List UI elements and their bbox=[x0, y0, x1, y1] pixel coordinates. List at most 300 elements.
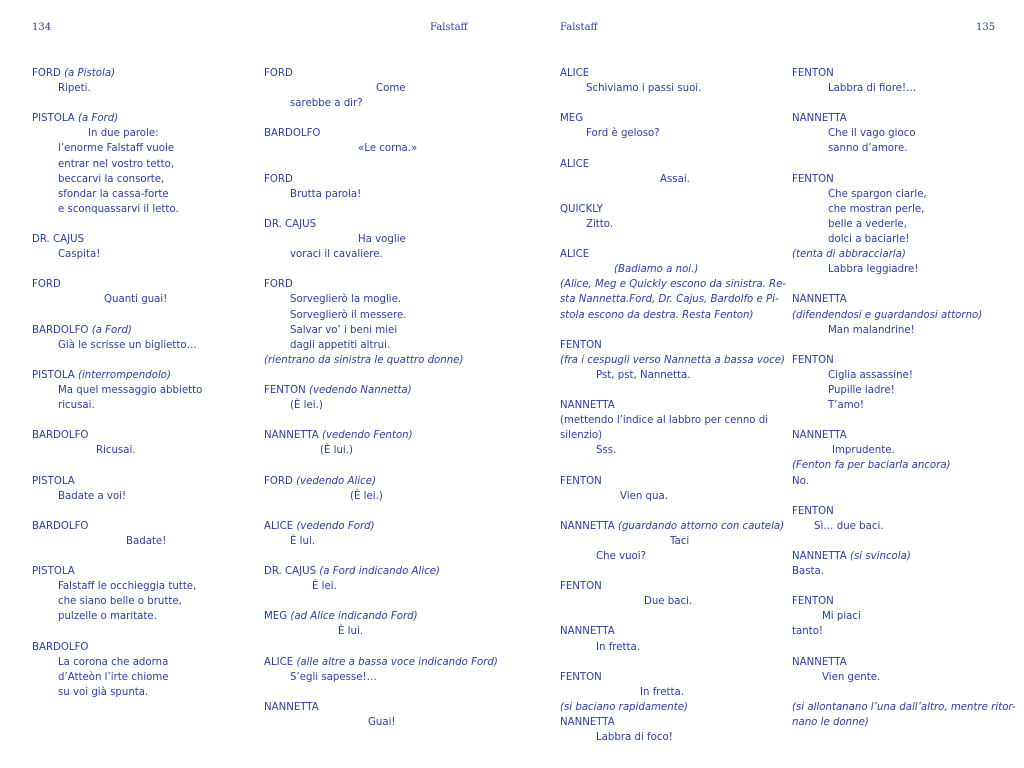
script-line bbox=[560, 81, 775, 96]
script-line bbox=[264, 308, 504, 323]
script-line bbox=[264, 338, 504, 353]
dialogue-text: Caspita! bbox=[58, 249, 101, 261]
script-line bbox=[32, 609, 272, 624]
speaker-name: BARDOLFO bbox=[32, 324, 89, 336]
script-line bbox=[560, 474, 775, 489]
line-gap bbox=[560, 609, 775, 624]
speaker-name: FORD bbox=[264, 279, 293, 291]
script-line bbox=[792, 715, 1007, 730]
script-line bbox=[32, 338, 272, 353]
page-number-right: 135 bbox=[976, 22, 996, 33]
dialogue-text: che siano belle o brutte, bbox=[58, 596, 182, 608]
script-line bbox=[560, 262, 775, 277]
speaker-name: NANNETTA bbox=[560, 520, 615, 532]
speaker-name: FORD bbox=[264, 475, 293, 487]
dialogue-text: In fretta. bbox=[640, 686, 684, 698]
script-line bbox=[792, 308, 1007, 323]
speaker-name: FENTON bbox=[792, 173, 834, 185]
script-line bbox=[560, 519, 785, 534]
dialogue-text: Zitto. bbox=[586, 218, 614, 230]
script-line bbox=[32, 247, 272, 262]
speaker-name: FENTON bbox=[792, 596, 834, 608]
dialogue-text: Già le scrisse un biglietto… bbox=[58, 339, 197, 351]
script-line bbox=[32, 428, 272, 443]
script-line bbox=[264, 655, 504, 670]
script-line bbox=[792, 428, 1007, 443]
stage-direction: (vedendo Nannetta) bbox=[309, 384, 412, 396]
script-line bbox=[792, 217, 1007, 232]
script-line bbox=[264, 428, 504, 443]
script-line bbox=[560, 111, 775, 126]
dialogue-text: (È lei.) bbox=[350, 490, 383, 502]
script-line bbox=[792, 323, 1007, 338]
speaker-name: FORD bbox=[32, 68, 61, 79]
dialogue-text: La corona che adorna bbox=[58, 656, 169, 668]
line-gap bbox=[560, 504, 775, 519]
script-line bbox=[32, 202, 272, 217]
line-gap bbox=[792, 640, 1007, 655]
dialogue-text: Labbra di foco! bbox=[596, 732, 673, 744]
script-line bbox=[792, 474, 1007, 489]
line-gap bbox=[560, 323, 775, 338]
speaker-name: PISTOLA bbox=[32, 113, 75, 125]
speaker-name: PISTOLA bbox=[32, 475, 75, 487]
script-line bbox=[560, 413, 775, 428]
dialogue-text: Basta. bbox=[792, 566, 825, 578]
dialogue-text: Assai. bbox=[660, 173, 690, 185]
script-line bbox=[32, 66, 272, 81]
script-line bbox=[32, 519, 272, 534]
script-line bbox=[792, 81, 1007, 96]
dialogue-text: Salvar vo’ i beni miei bbox=[290, 324, 398, 336]
line-gap bbox=[264, 685, 504, 700]
dialogue-text: sarebbe a dir? bbox=[290, 98, 363, 110]
line-gap bbox=[264, 368, 504, 383]
script-line bbox=[32, 81, 272, 96]
script-line bbox=[792, 66, 1007, 81]
script-line bbox=[792, 247, 1007, 262]
script-line bbox=[792, 700, 1016, 715]
line-gap bbox=[264, 202, 504, 217]
line-gap bbox=[792, 413, 1007, 428]
dialogue-text: ricusai. bbox=[58, 400, 95, 412]
speaker-name: FORD bbox=[32, 279, 61, 291]
speaker-name: FENTON bbox=[560, 339, 602, 351]
stage-direction: (guardando attorno con cautela) bbox=[617, 520, 785, 532]
script-line bbox=[264, 624, 504, 639]
script-line bbox=[792, 172, 1007, 187]
speaker-name: NANNETTA bbox=[264, 701, 319, 713]
dialogue-text: pulzelle o maritate. bbox=[58, 611, 157, 623]
script-line bbox=[560, 443, 775, 458]
dialogue-text: Falstaff le occhieggia tutte, bbox=[58, 581, 197, 593]
line-gap bbox=[560, 187, 775, 202]
dialogue-text: Man malandrine! bbox=[828, 324, 915, 336]
script-line bbox=[792, 126, 1007, 141]
script-line bbox=[264, 81, 504, 96]
line-gap bbox=[32, 96, 272, 111]
script-line bbox=[32, 111, 272, 126]
dialogue-text: Ripeti. bbox=[58, 83, 91, 95]
dialogue-text: S’egli sapesse!… bbox=[290, 671, 377, 683]
script-line bbox=[792, 504, 1007, 519]
dialogue-text: Labbra leggiadre! bbox=[828, 264, 919, 276]
speaker-name: ALICE bbox=[560, 249, 590, 261]
dialogue-text: È lui. bbox=[290, 535, 316, 547]
dialogue-text: l’enorme Falstaff vuole bbox=[58, 143, 175, 155]
script-line bbox=[560, 217, 775, 232]
line-gap bbox=[264, 504, 504, 519]
line-gap bbox=[32, 413, 272, 428]
script-line bbox=[560, 353, 785, 368]
script-line bbox=[560, 292, 779, 307]
script-line bbox=[32, 443, 272, 458]
line-gap bbox=[560, 383, 775, 398]
script-line bbox=[32, 292, 272, 307]
stage-direction: (a Ford indicando Alice) bbox=[319, 566, 441, 578]
dialogue-text: Schiviamo i passi suoi. bbox=[586, 83, 702, 95]
line-gap bbox=[32, 624, 272, 639]
speaker-name: ALICE bbox=[264, 656, 294, 668]
running-title-right: Falstaff bbox=[560, 22, 598, 33]
stage-direction: stola escono da destra. Resta Fenton) bbox=[560, 309, 754, 321]
script-line bbox=[560, 66, 775, 81]
script-line bbox=[264, 579, 504, 594]
script-line bbox=[264, 715, 504, 730]
stage-direction: (vedendo Fenton) bbox=[321, 430, 413, 442]
script-line bbox=[32, 187, 272, 202]
script-line bbox=[792, 202, 1007, 217]
script-line bbox=[560, 670, 775, 685]
dialogue-text: dolci a baciarle! bbox=[828, 234, 910, 246]
line-gap bbox=[792, 685, 1007, 700]
script-line bbox=[264, 670, 504, 685]
script-line bbox=[32, 685, 272, 700]
script-line bbox=[264, 534, 504, 549]
line-gap bbox=[264, 640, 504, 655]
speaker-name: NANNETTA bbox=[792, 113, 847, 125]
script-line bbox=[32, 489, 272, 504]
dialogue-text: sfondar la cassa-forte bbox=[58, 188, 169, 200]
stage-direction: (Alice, Meg e Quickly escono da sinistra. Re- bbox=[560, 279, 787, 291]
dialogue-text: beccarvi la consorte, bbox=[58, 173, 165, 185]
stage-direction: (a Ford) bbox=[91, 324, 132, 336]
line-gap bbox=[264, 262, 504, 277]
dialogue-text: Che spargon ciarle, bbox=[828, 188, 927, 200]
script-line bbox=[264, 398, 504, 413]
script-line bbox=[264, 353, 504, 368]
script-line bbox=[792, 564, 1007, 579]
speaker-name: ALICE bbox=[560, 68, 590, 79]
dialogue-text: Badate! bbox=[126, 535, 167, 547]
dialogue-text: e sconquassarvi il letto. bbox=[58, 203, 179, 215]
dialogue-text: Due baci. bbox=[644, 596, 693, 608]
line-gap bbox=[32, 504, 272, 519]
dialogue-text: d’Atteòn l’irte chiome bbox=[58, 671, 169, 683]
dialogue-text: silenzio) bbox=[560, 430, 603, 442]
speaker-name: FORD bbox=[264, 173, 293, 185]
stage-direction: (fra i cespugli verso Nannetta a bassa voce) bbox=[560, 354, 785, 366]
dialogue-text: In fretta. bbox=[596, 641, 640, 653]
stage-direction: (ad Alice indicando Ford) bbox=[290, 611, 418, 623]
stage-direction: (Fenton fa per baciarla ancora) bbox=[792, 460, 951, 472]
script-line bbox=[32, 534, 272, 549]
dialogue-text: sanno d’amore. bbox=[828, 143, 908, 155]
speaker-name: FENTON bbox=[792, 354, 834, 366]
speaker-name: BARDOLFO bbox=[264, 128, 321, 140]
line-gap bbox=[32, 549, 272, 564]
script-line bbox=[264, 277, 504, 292]
script-line bbox=[32, 323, 272, 338]
dialogue-text: su voi già spunta. bbox=[58, 686, 149, 698]
script-line bbox=[792, 398, 1007, 413]
line-gap bbox=[560, 458, 775, 473]
stage-direction: (si svincola) bbox=[849, 551, 911, 562]
speaker-name: NANNETTA bbox=[792, 294, 847, 306]
script-line bbox=[264, 474, 504, 489]
script-line bbox=[792, 232, 1007, 247]
dialogue-text: Sss. bbox=[596, 445, 617, 457]
script-line bbox=[32, 277, 272, 292]
dialogue-text: Pst, pst, Nannetta. bbox=[596, 369, 691, 381]
line-gap bbox=[264, 549, 504, 564]
dialogue-text: Brutta parola! bbox=[290, 188, 362, 200]
speaker-name: DR. CAJUS bbox=[32, 234, 85, 246]
dialogue-text: Sorveglierò il messere. bbox=[290, 309, 407, 321]
left-page-column-2 bbox=[264, 66, 504, 730]
script-line bbox=[264, 489, 504, 504]
line-gap bbox=[560, 564, 775, 579]
speaker-name: FENTON bbox=[560, 581, 602, 593]
line-gap bbox=[792, 579, 1007, 594]
dialogue-text: (mettendo l’indice al labbro per cenno di bbox=[560, 415, 769, 427]
dialogue-text: Imprudente. bbox=[832, 445, 895, 457]
script-line bbox=[264, 187, 504, 202]
speaker-name: ALICE bbox=[264, 520, 294, 532]
speaker-name: FENTON bbox=[560, 671, 602, 683]
line-gap bbox=[32, 308, 272, 323]
speaker-name: MEG bbox=[560, 113, 584, 125]
script-line bbox=[560, 202, 775, 217]
script-line bbox=[560, 489, 775, 504]
dialogue-text: Come bbox=[376, 83, 406, 95]
script-line bbox=[32, 594, 272, 609]
script-line bbox=[792, 111, 1007, 126]
dialogue-text: Che vuoi? bbox=[596, 551, 647, 562]
dialogue-text: Ford è geloso? bbox=[586, 128, 660, 140]
line-gap bbox=[792, 338, 1007, 353]
right-page-column-1 bbox=[560, 66, 787, 745]
script-line bbox=[264, 323, 504, 338]
script-line bbox=[792, 383, 1007, 398]
line-gap bbox=[264, 594, 504, 609]
script-line bbox=[560, 368, 775, 383]
script-line bbox=[264, 126, 504, 141]
speaker-name: NANNETTA bbox=[792, 656, 847, 668]
dialogue-text: Ma quel messaggio abbietto bbox=[58, 384, 203, 396]
script-line bbox=[792, 187, 1007, 202]
speaker-name: NANNETTA bbox=[264, 430, 319, 442]
script-line bbox=[792, 353, 1007, 368]
line-gap bbox=[264, 111, 504, 126]
running-title-left: Falstaff bbox=[430, 22, 468, 33]
line-gap bbox=[264, 458, 504, 473]
stage-direction: (a Ford) bbox=[78, 113, 119, 125]
script-line bbox=[560, 534, 775, 549]
script-line bbox=[560, 700, 775, 715]
dialogue-text: Labbra di fiore!… bbox=[828, 83, 917, 95]
script-line bbox=[792, 262, 1007, 277]
script-line bbox=[32, 172, 272, 187]
script-line bbox=[560, 247, 775, 262]
stage-direction: (alle altre a bassa voce indicando Ford) bbox=[296, 656, 498, 668]
script-line bbox=[792, 670, 1007, 685]
script-line bbox=[560, 398, 775, 413]
script-line bbox=[560, 685, 775, 700]
speaker-name: NANNETTA bbox=[560, 717, 615, 729]
dialogue-text: No. bbox=[792, 475, 809, 487]
dialogue-text: «Le corna.» bbox=[358, 143, 418, 155]
script-line bbox=[560, 730, 775, 745]
speaker-name: BARDOLFO bbox=[32, 641, 89, 653]
script-line bbox=[792, 443, 1007, 458]
dialogue-text: belle a vederle, bbox=[828, 218, 907, 230]
script-line bbox=[264, 217, 504, 232]
speaker-name: NANNETTA bbox=[792, 551, 847, 562]
dialogue-text: È lei. bbox=[312, 581, 337, 593]
script-line bbox=[32, 157, 272, 172]
line-gap bbox=[560, 96, 775, 111]
script-line bbox=[560, 157, 775, 172]
speaker-name: ALICE bbox=[560, 158, 590, 170]
script-line bbox=[560, 579, 775, 594]
script-line bbox=[32, 640, 272, 655]
line-gap bbox=[560, 232, 775, 247]
speaker-name: QUICKLY bbox=[560, 203, 603, 215]
speaker-name: NANNETTA bbox=[560, 400, 615, 412]
dialogue-text: Ricusai. bbox=[96, 445, 136, 457]
speaker-name: FENTON bbox=[792, 505, 834, 517]
line-gap bbox=[792, 96, 1007, 111]
stage-direction: sta Nannetta.Ford, Dr. Cajus, Bardolfo e Pi- bbox=[560, 294, 779, 306]
speaker-name: DR. CAJUS bbox=[264, 218, 317, 230]
script-line bbox=[264, 66, 504, 81]
page-number-left: 134 bbox=[32, 22, 52, 33]
script-line bbox=[560, 428, 775, 443]
line-gap bbox=[32, 262, 272, 277]
line-gap bbox=[792, 534, 1007, 549]
dialogue-text: dagli appetiti altrui. bbox=[290, 339, 391, 351]
script-line bbox=[560, 624, 775, 639]
script-line bbox=[264, 443, 504, 458]
script-line bbox=[560, 308, 775, 323]
dialogue-text: Vien gente. bbox=[822, 671, 881, 683]
dialogue-text: Ciglia assassine! bbox=[828, 369, 913, 381]
dialogue-text: Mi piaci bbox=[822, 611, 861, 623]
stage-direction: nano le donne) bbox=[792, 717, 869, 729]
dialogue-text: Sorveglierò la moglie. bbox=[290, 294, 402, 306]
line-gap bbox=[792, 277, 1007, 292]
dialogue-text: (È lui.) bbox=[320, 445, 353, 457]
script-line bbox=[264, 172, 504, 187]
script-line bbox=[32, 383, 272, 398]
dialogue-text: voraci il cavaliere. bbox=[290, 249, 383, 261]
line-gap bbox=[264, 413, 504, 428]
dialogue-text: Che il vago gioco bbox=[828, 128, 916, 140]
script-line bbox=[792, 292, 1007, 307]
script-line bbox=[32, 141, 272, 156]
stage-direction: (tenta di abbracciarla) bbox=[792, 249, 906, 261]
speaker-name: NANNETTA bbox=[560, 626, 615, 638]
line-gap bbox=[560, 141, 775, 156]
dialogue-text: Taci bbox=[670, 535, 690, 547]
speaker-name: PISTOLA bbox=[32, 369, 75, 381]
right-page-column-2 bbox=[792, 66, 1016, 730]
dialogue-text: Pupille ladre! bbox=[828, 384, 895, 396]
dialogue-text: entrar nel vostro tetto, bbox=[58, 158, 175, 170]
speaker-name: PISTOLA bbox=[32, 566, 75, 578]
script-line bbox=[792, 609, 1007, 624]
script-line bbox=[32, 474, 272, 489]
speaker-name: BARDOLFO bbox=[32, 430, 89, 442]
speaker-name: MEG bbox=[264, 611, 288, 623]
speaker-name: DR. CAJUS bbox=[264, 566, 317, 578]
line-gap bbox=[32, 458, 272, 473]
script-line bbox=[792, 624, 1007, 639]
script-line bbox=[792, 519, 1007, 534]
speaker-name: FENTON bbox=[264, 384, 306, 396]
script-line bbox=[264, 292, 504, 307]
script-line bbox=[264, 232, 504, 247]
dialogue-text: Guai! bbox=[368, 717, 396, 729]
speaker-name: FENTON bbox=[792, 68, 834, 79]
script-line bbox=[560, 715, 775, 730]
script-line bbox=[264, 247, 504, 262]
script-line bbox=[264, 96, 504, 111]
line-gap bbox=[264, 157, 504, 172]
script-line bbox=[264, 383, 504, 398]
stage-direction: (vedendo Alice) bbox=[296, 475, 376, 487]
script-line bbox=[32, 398, 272, 413]
stage-direction: (Badiamo a noi.) bbox=[614, 264, 699, 276]
script-line bbox=[560, 172, 775, 187]
script-line bbox=[32, 670, 272, 685]
script-line bbox=[560, 126, 775, 141]
script-line bbox=[32, 232, 272, 247]
script-line bbox=[264, 609, 504, 624]
script-line bbox=[560, 594, 775, 609]
speaker-name: BARDOLFO bbox=[32, 520, 89, 532]
script-line bbox=[32, 368, 272, 383]
left-page-column-1 bbox=[32, 66, 272, 700]
line-gap bbox=[792, 489, 1007, 504]
script-line bbox=[792, 655, 1007, 670]
script-line bbox=[32, 655, 272, 670]
script-line bbox=[792, 141, 1007, 156]
dialogue-text: che mostran perle, bbox=[828, 203, 925, 215]
stage-direction: (interrompendolo) bbox=[78, 369, 171, 381]
script-line bbox=[792, 594, 1007, 609]
dialogue-text: tanto! bbox=[792, 626, 824, 638]
dialogue-text: T’amo! bbox=[828, 400, 864, 412]
dialogue-text: (È lei.) bbox=[290, 400, 323, 412]
script-line bbox=[560, 640, 775, 655]
line-gap bbox=[32, 217, 272, 232]
script-line bbox=[264, 519, 504, 534]
dialogue-text: In due parole: bbox=[88, 128, 159, 140]
script-line bbox=[560, 277, 787, 292]
speaker-name: FENTON bbox=[560, 475, 602, 487]
